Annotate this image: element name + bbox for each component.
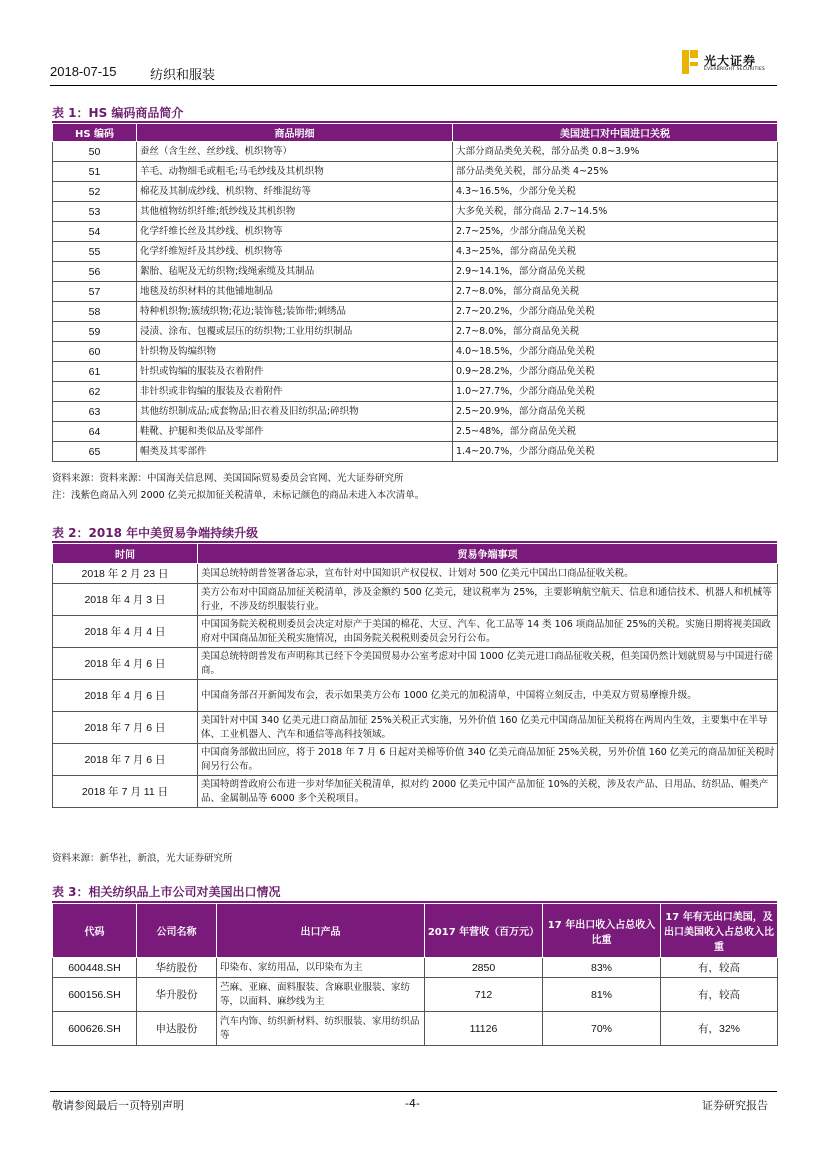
revenue-cell: 11126 — [425, 1012, 543, 1046]
product-detail-cell: 棉花及其制成纱线、机织物、纤维混纺等 — [137, 182, 453, 202]
export-share-cell: 81% — [543, 978, 661, 1012]
col-us-export: 17 年有无出口美国，及出口美国收入占总收入比重 — [661, 904, 778, 958]
table-row — [53, 584, 778, 616]
event-date-cell: 2018 年 4 月 6 日 — [53, 680, 198, 712]
everbright-logo — [682, 50, 777, 80]
product-detail-cell: 针织物及钩编织物 — [137, 342, 453, 362]
hs-code-cell: 57 — [53, 282, 137, 302]
col-product-detail: 商品明细 — [137, 124, 453, 142]
hs-code-cell: 59 — [53, 322, 137, 342]
event-description-cell: 美国总统特朗普签署备忘录，宣布针对中国知识产权侵权、计划对 500 亿美元中国出口商品征收关税。 — [198, 564, 778, 584]
tariff-cell: 2.9~14.1%，部分商品免关税 — [453, 262, 778, 282]
table-row — [53, 282, 778, 302]
report-date: 2018-07-15 — [50, 64, 117, 79]
company-cell: 华纺股份 — [137, 958, 217, 978]
table-row — [53, 978, 778, 1012]
hs-code-cell: 51 — [53, 162, 137, 182]
hs-code-cell: 63 — [53, 402, 137, 422]
hs-code-table — [52, 123, 778, 462]
col-code: 代码 — [53, 904, 137, 958]
table-row — [53, 222, 778, 242]
hs-code-cell: 54 — [53, 222, 137, 242]
product-detail-cell: 鞋靴、护腿和类似品及零部件 — [137, 422, 453, 442]
table-row — [53, 162, 778, 182]
tariff-cell: 部分品类免关税，部分品类 4~25% — [453, 162, 778, 182]
event-date-cell: 2018 年 2 月 23 日 — [53, 564, 198, 584]
table1-title: 表 1：HS 编码商品简介 — [52, 106, 184, 120]
event-date-cell: 2018 年 4 月 6 日 — [53, 648, 198, 680]
product-detail-cell: 针织或钩编的服装及衣着附件 — [137, 362, 453, 382]
header-divider — [50, 85, 777, 86]
table-row — [53, 1012, 778, 1046]
event-description-cell: 中国商务部做出回应，将于 2018 年 7 月 6 日起对美棉等价值 340 亿美元商品加征 25%关税，另外价值 160 亿美元的商品加征关税时间另行公布。 — [198, 744, 778, 776]
table3-title: 表 3：相关纺织品上市公司对美国出口情况 — [52, 885, 281, 899]
product-detail-cell: 化学纤维长丝及其纱线、机织物等 — [137, 222, 453, 242]
col-export-share: 17 年出口收入占总收入比重 — [543, 904, 661, 958]
table2-title: 表 2：2018 年中美贸易争端持续升级 — [52, 526, 259, 540]
col-tariff: 美国进口对中国进口关税 — [453, 124, 778, 142]
product-detail-cell: 絮胎、毡呢及无纺织物;线绳索缆及其制品 — [137, 262, 453, 282]
tariff-cell: 4.3~16.5%，少部分免关税 — [453, 182, 778, 202]
export-products-cell: 苎麻、亚麻、面料服装、含麻职业服装、家纺等，以面料、麻纱线为主 — [217, 978, 425, 1012]
col-event: 贸易争端事项 — [198, 544, 778, 564]
table-row — [53, 616, 778, 648]
hs-code-cell: 55 — [53, 242, 137, 262]
table-row — [53, 382, 778, 402]
tariff-cell: 1.0~27.7%，少部分商品免关税 — [453, 382, 778, 402]
hs-code-cell: 64 — [53, 422, 137, 442]
hs-code-cell: 53 — [53, 202, 137, 222]
page-number: -4- — [405, 1097, 420, 1110]
page-header — [50, 54, 777, 86]
event-description-cell: 美国总统特朗普发布声明称其已经下令美国贸易办公室考虑对中国 1000 亿美元进口商品征收关税，但美国仍然计划就贸易与中国进行磋商。 — [198, 648, 778, 680]
hs-code-cell: 58 — [53, 302, 137, 322]
product-detail-cell: 化学纤维短纤及其纱线、机织物等 — [137, 242, 453, 262]
revenue-cell: 712 — [425, 978, 543, 1012]
company-cell: 申达股份 — [137, 1012, 217, 1046]
event-description-cell: 美方公布对中国商品加征关税清单，涉及金额约 500 亿美元，建议税率为 25%，主要影响航空航天、信息和通信技术、机器人和机械等行业，不涉及纺织服装行业。 — [198, 584, 778, 616]
tariff-cell: 2.7~20.2%，少部分商品免关税 — [453, 302, 778, 322]
us-export-cell: 有，较高 — [661, 978, 778, 1012]
tariff-cell: 1.4~20.7%，少部分商品免关税 — [453, 442, 778, 462]
tariff-cell: 2.5~20.9%，部分商品免关税 — [453, 402, 778, 422]
product-detail-cell: 帽类及其零部件 — [137, 442, 453, 462]
export-products-cell: 印染布、家纺用品，以印染布为主 — [217, 958, 425, 978]
code-cell: 600448.SH — [53, 958, 137, 978]
product-detail-cell: 地毯及纺织材料的其他铺地制品 — [137, 282, 453, 302]
export-products-cell: 汽车内饰、纺织新材料、纺织服装、家用纺织品等 — [217, 1012, 425, 1046]
hs-code-cell: 60 — [53, 342, 137, 362]
product-detail-cell: 其他植物纺织纤维;纸纱线及其机织物 — [137, 202, 453, 222]
export-share-cell: 83% — [543, 958, 661, 978]
table-row — [53, 362, 778, 382]
event-description-cell: 美国针对中国 340 亿美元进口商品加征 25%关税正式实施，另外价值 160 亿美元中国商品加征关税将在两周内生效，主要集中在半导体、工业机器人、汽车和通信等高科技领域。 — [198, 712, 778, 744]
table-row — [53, 342, 778, 362]
hs-code-cell: 50 — [53, 142, 137, 162]
us-export-cell: 有，32% — [661, 1012, 778, 1046]
table-row — [53, 402, 778, 422]
footer-report-type: 证券研究报告 — [702, 1099, 768, 1112]
hs-code-cell: 62 — [53, 382, 137, 402]
tariff-cell: 大多免关税，部分商品 2.7~14.5% — [453, 202, 778, 222]
table-row — [53, 712, 778, 744]
table-row — [53, 776, 778, 808]
tariff-cell: 0.9~28.2%，少部分商品免关税 — [453, 362, 778, 382]
event-date-cell: 2018 年 7 月 11 日 — [53, 776, 198, 808]
event-description-cell: 中国商务部召开新闻发布会，表示如果美方公布 1000 亿美元的加税清单，中国将立刻反击，中美双方贸易摩擦升级。 — [198, 680, 778, 712]
event-description-cell: 中国国务院关税税则委员会决定对原产于美国的棉花、大豆、汽车、化工品等 14 类 106 项商品加征 25%的关税。实施日期将视美国政府对中国商品加征关税实施情况，由国务院关税税则委员会另行公布。 — [198, 616, 778, 648]
product-detail-cell: 浸渍、涂布、包覆或层压的纺织物;工业用纺织制品 — [137, 322, 453, 342]
code-cell: 600626.SH — [53, 1012, 137, 1046]
col-revenue: 2017 年营收（百万元） — [425, 904, 543, 958]
table-row — [53, 322, 778, 342]
table-row — [53, 564, 778, 584]
table-row — [53, 680, 778, 712]
table1-note: 注：浅紫色商品入列 2000 亿美元拟加征关税清单，未标记颜色的商品未进入本次清单。 — [52, 490, 425, 501]
tariff-cell: 4.0~18.5%，少部分商品免关税 — [453, 342, 778, 362]
event-description-cell: 美国特朗普政府公布进一步对华加征关税清单，拟对约 2000 亿美元中国产品加征 10%的关税，涉及农产品、日用品、纺织品、帽类产品、金属制品等 6000 多个关税项目。 — [198, 776, 778, 808]
revenue-cell: 2850 — [425, 958, 543, 978]
tariff-cell: 2.7~8.0%，部分商品免关税 — [453, 282, 778, 302]
tariff-cell: 2.5~48%，部分商品免关税 — [453, 422, 778, 442]
product-detail-cell: 特种机织物;簇绒织物;花边;装饰毯;装饰带;刺绣品 — [137, 302, 453, 322]
event-date-cell: 2018 年 7 月 6 日 — [53, 712, 198, 744]
table-row — [53, 422, 778, 442]
hs-code-cell: 65 — [53, 442, 137, 462]
table-row — [53, 442, 778, 462]
footer-divider — [50, 1091, 777, 1092]
tariff-cell: 4.3~25%，部分商品免关税 — [453, 242, 778, 262]
col-company: 公司名称 — [137, 904, 217, 958]
trade-dispute-table — [52, 543, 778, 808]
footer-disclaimer: 敬请参阅最后一页特别声明 — [52, 1099, 184, 1112]
event-date-cell: 2018 年 4 月 3 日 — [53, 584, 198, 616]
code-cell: 600156.SH — [53, 978, 137, 1012]
table-row — [53, 242, 778, 262]
hs-code-cell: 61 — [53, 362, 137, 382]
table-row — [53, 202, 778, 222]
logo-text-en: EVERBRIGHT SECURITIES — [704, 67, 766, 72]
hs-code-cell: 52 — [53, 182, 137, 202]
col-hs-code: HS 编码 — [53, 124, 137, 142]
event-date-cell: 2018 年 7 月 6 日 — [53, 744, 198, 776]
tariff-cell: 2.7~25%，少部分商品免关税 — [453, 222, 778, 242]
col-date: 时间 — [53, 544, 198, 564]
table-row — [53, 744, 778, 776]
table2-source: 资料来源：新华社，新浪，光大证券研究所 — [52, 853, 233, 864]
table-row — [53, 302, 778, 322]
company-cell: 华升股份 — [137, 978, 217, 1012]
event-date-cell: 2018 年 4 月 4 日 — [53, 616, 198, 648]
product-detail-cell: 羊毛、动物细毛或粗毛;马毛纱线及其机织物 — [137, 162, 453, 182]
table-row — [53, 142, 778, 162]
report-category: 纺织和服装 — [150, 68, 216, 83]
company-export-table — [52, 903, 778, 1046]
logo-text-cn: 光大证券 — [704, 54, 757, 68]
tariff-cell: 2.7~8.0%，部分商品免关税 — [453, 322, 778, 342]
table-row — [53, 648, 778, 680]
col-export-products: 出口产品 — [217, 904, 425, 958]
table1-source: 资料来源：资料来源：中国海关信息网、美国国际贸易委员会官网、光大证券研究所 — [52, 473, 404, 484]
us-export-cell: 有，较高 — [661, 958, 778, 978]
product-detail-cell: 蚕丝（含生丝、丝纱线、机织物等） — [137, 142, 453, 162]
table-row — [53, 182, 778, 202]
hs-code-cell: 56 — [53, 262, 137, 282]
table-row — [53, 958, 778, 978]
product-detail-cell: 非针织或非钩编的服装及衣着附件 — [137, 382, 453, 402]
tariff-cell: 大部分商品类免关税，部分品类 0.8~3.9% — [453, 142, 778, 162]
export-share-cell: 70% — [543, 1012, 661, 1046]
table-row — [53, 262, 778, 282]
product-detail-cell: 其他纺织制成品;成套物品;旧衣着及旧纺织品;碎织物 — [137, 402, 453, 422]
logo-mark-icon — [682, 50, 698, 74]
